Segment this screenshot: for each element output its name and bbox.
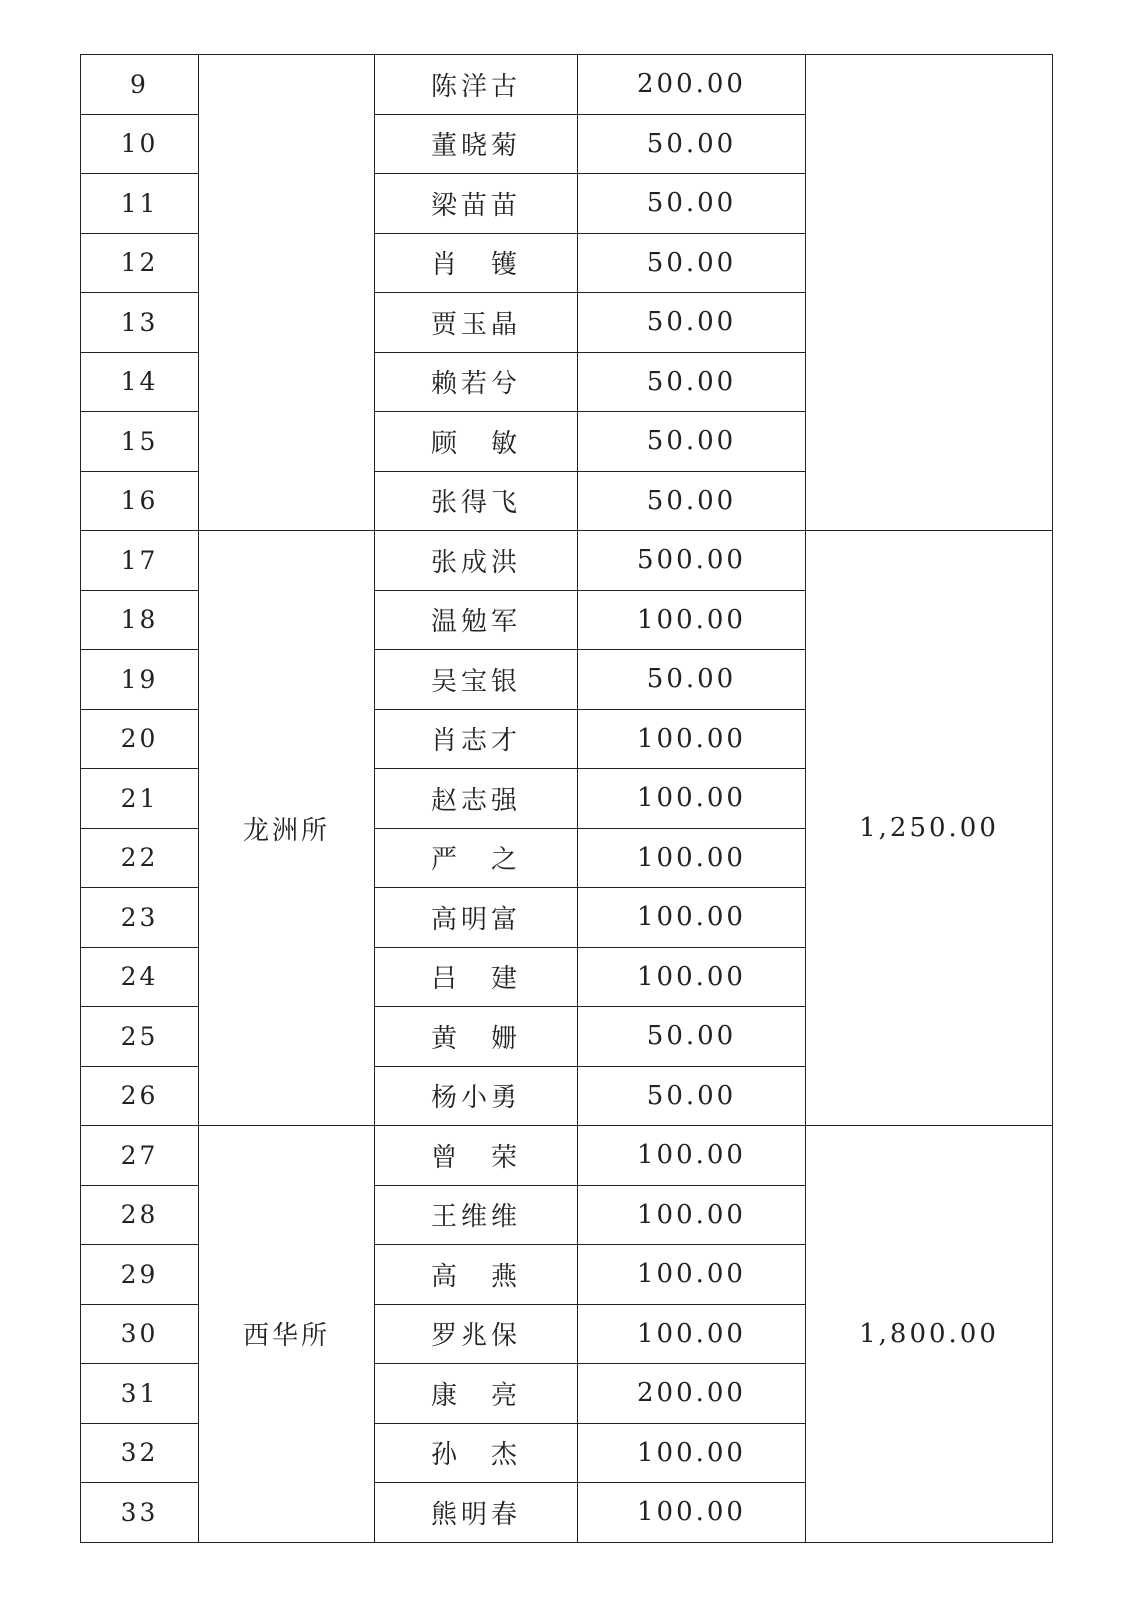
row-number-cell: 10: [81, 114, 199, 174]
amount-cell: 100.00: [578, 769, 806, 829]
row-number-cell: 16: [81, 471, 199, 531]
donor-name-cell: 曾 荣: [375, 1126, 578, 1186]
table-row: [81, 531, 1053, 591]
amount-cell: 50.00: [578, 114, 806, 174]
unit-cell: 龙洲所: [199, 531, 375, 1126]
amount-cell: 50.00: [578, 412, 806, 472]
donor-name-cell: 孙 杰: [375, 1423, 578, 1483]
row-number-cell: 14: [81, 352, 199, 412]
donor-name-cell: 张成洪: [375, 531, 578, 591]
amount-cell: 100.00: [578, 947, 806, 1007]
amount-cell: 50.00: [578, 293, 806, 353]
amount-cell: 100.00: [578, 590, 806, 650]
row-number-cell: 13: [81, 293, 199, 353]
donor-name-cell: 康 亮: [375, 1364, 578, 1424]
donor-name-cell: 高 燕: [375, 1245, 578, 1305]
row-number-cell: 18: [81, 590, 199, 650]
amount-cell: 100.00: [578, 709, 806, 769]
donor-name-cell: 张得飞: [375, 471, 578, 531]
amount-cell: 50.00: [578, 471, 806, 531]
donation-table: [80, 54, 1053, 1543]
row-number-cell: 29: [81, 1245, 199, 1305]
donor-name-cell: 王维维: [375, 1185, 578, 1245]
donor-name-cell: 贾玉晶: [375, 293, 578, 353]
row-number-cell: 24: [81, 947, 199, 1007]
row-number-cell: 32: [81, 1423, 199, 1483]
row-number-cell: 20: [81, 709, 199, 769]
row-number-cell: 27: [81, 1126, 199, 1186]
unit-total-cell: 1,250.00: [806, 531, 1053, 1126]
donor-name-cell: 罗兆保: [375, 1304, 578, 1364]
donor-name-cell: 赖若兮: [375, 352, 578, 412]
row-number-cell: 19: [81, 650, 199, 710]
donor-name-cell: 肖 镬: [375, 233, 578, 293]
row-number-cell: 28: [81, 1185, 199, 1245]
donor-name-cell: 陈洋古: [375, 55, 578, 115]
row-number-cell: 22: [81, 828, 199, 888]
unit-total-cell: 1,800.00: [806, 1126, 1053, 1543]
row-number-cell: 26: [81, 1066, 199, 1126]
amount-cell: 200.00: [578, 55, 806, 115]
amount-cell: 100.00: [578, 1304, 806, 1364]
amount-cell: 100.00: [578, 1126, 806, 1186]
amount-cell: 50.00: [578, 233, 806, 293]
amount-cell: 50.00: [578, 174, 806, 234]
amount-cell: 500.00: [578, 531, 806, 591]
row-number-cell: 31: [81, 1364, 199, 1424]
amount-cell: 100.00: [578, 1245, 806, 1305]
amount-cell: 100.00: [578, 1185, 806, 1245]
donor-name-cell: 董晓菊: [375, 114, 578, 174]
donor-name-cell: 肖志才: [375, 709, 578, 769]
donor-name-cell: 赵志强: [375, 769, 578, 829]
donor-name-cell: 吕 建: [375, 947, 578, 1007]
donor-name-cell: 吴宝银: [375, 650, 578, 710]
donor-name-cell: 梁苗苗: [375, 174, 578, 234]
table-body: [81, 55, 1053, 1543]
amount-cell: 50.00: [578, 352, 806, 412]
row-number-cell: 25: [81, 1007, 199, 1067]
row-number-cell: 33: [81, 1483, 199, 1543]
donor-name-cell: 温勉军: [375, 590, 578, 650]
row-number-cell: 12: [81, 233, 199, 293]
amount-cell: 50.00: [578, 650, 806, 710]
row-number-cell: 17: [81, 531, 199, 591]
donor-name-cell: 杨小勇: [375, 1066, 578, 1126]
row-number-cell: 30: [81, 1304, 199, 1364]
table-row: [81, 1126, 1053, 1186]
amount-cell: 100.00: [578, 828, 806, 888]
amount-cell: 100.00: [578, 888, 806, 948]
donor-name-cell: 严 之: [375, 828, 578, 888]
donor-name-cell: 黄 姗: [375, 1007, 578, 1067]
amount-cell: 50.00: [578, 1007, 806, 1067]
amount-cell: 100.00: [578, 1423, 806, 1483]
row-number-cell: 21: [81, 769, 199, 829]
donor-name-cell: 顾 敏: [375, 412, 578, 472]
table-row: [81, 55, 1053, 115]
row-number-cell: 15: [81, 412, 199, 472]
unit-total-cell: [806, 55, 1053, 531]
unit-cell: 西华所: [199, 1126, 375, 1543]
amount-cell: 50.00: [578, 1066, 806, 1126]
unit-cell: [199, 55, 375, 531]
row-number-cell: 23: [81, 888, 199, 948]
amount-cell: 200.00: [578, 1364, 806, 1424]
donor-name-cell: 高明富: [375, 888, 578, 948]
donor-name-cell: 熊明春: [375, 1483, 578, 1543]
row-number-cell: 11: [81, 174, 199, 234]
amount-cell: 100.00: [578, 1483, 806, 1543]
row-number-cell: 9: [81, 55, 199, 115]
